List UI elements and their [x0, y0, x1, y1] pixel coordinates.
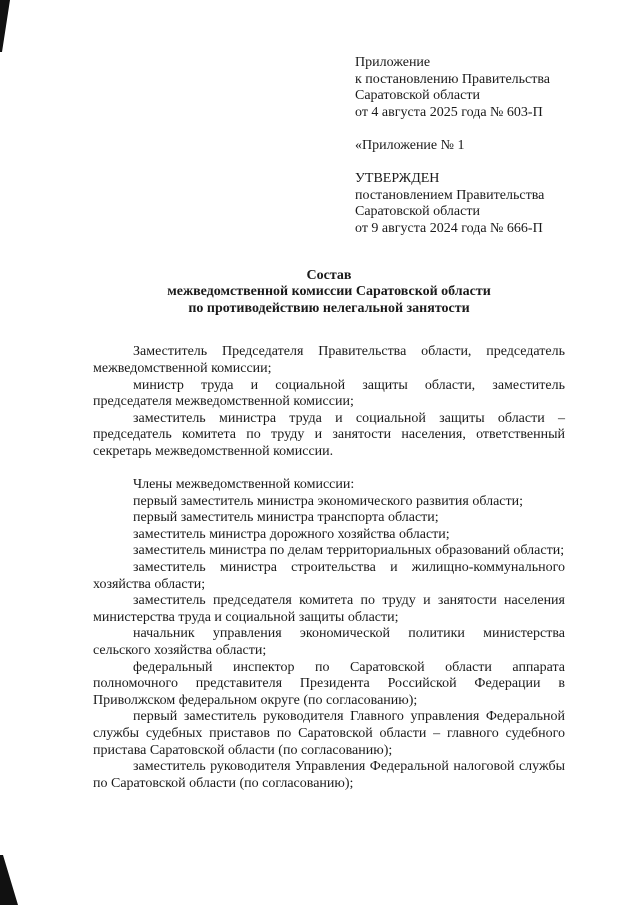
- approval-block: [355, 171, 620, 237]
- appendix-line: Саратовской области: [355, 88, 480, 104]
- member-item: заместитель министра по делам территориальных образований области;: [133, 543, 565, 559]
- document-title: [93, 268, 565, 318]
- approval-line: Саратовской области: [355, 204, 480, 220]
- member-item: начальник управления экономической политики министерства сельского хозяйства области;: [93, 626, 565, 658]
- appendix-reference-block: [355, 55, 620, 121]
- member-item: заместитель руководителя Управления Федеральной налоговой службы по Саратовской области (по согласованию);: [93, 759, 565, 791]
- leadership-paragraph: министр труда и социальной защиты области, заместитель председателя межведомственной комиссии;: [93, 377, 565, 410]
- member-item: первый заместитель министра экономического развития области;: [133, 493, 524, 509]
- appendix-line: к постановлению Правительства: [355, 71, 551, 87]
- member-item: федеральный инспектор по Саратовской области аппарата полномочного представителя Президента Российской Федерации в Приволжском федеральном округе (по согласованию);: [93, 659, 565, 708]
- title-line: межведомственной комиссии Саратовской области: [167, 284, 491, 300]
- appendix-number: «Приложение № 1: [355, 137, 465, 153]
- leadership-paragraph: заместитель министра труда и социальной защиты области – председатель комитета по труду и занятости населения, ответственный секретарь межведомственной комиссии.: [93, 410, 565, 459]
- approval-line: УТВЕРЖДЕН: [355, 171, 440, 187]
- appendix-number-block: [355, 138, 620, 155]
- appendix-line: от 4 августа 2025 года № 603-П: [355, 104, 543, 120]
- member-item: заместитель председателя комитета по труду и занятости населения министерства труда и социальной защиты области;: [93, 593, 565, 625]
- scan-artifact-top-left: [0, 0, 14, 52]
- member-item: первый заместитель руководителя Главного управления Федеральной службы судебных приставов по Саратовской области – главного судебного пристава Саратовской области (по согласованию);: [93, 709, 565, 758]
- title-line: по противодействию нелегальной занятости: [188, 300, 470, 316]
- members-list-heading: Члены межведомственной комиссии:: [133, 477, 355, 493]
- approval-line: от 9 августа 2024 года № 666-П: [355, 220, 543, 236]
- scan-artifact-bottom-left: [0, 855, 18, 905]
- document-body: [93, 344, 565, 792]
- member-item: заместитель министра дорожного хозяйства области;: [133, 526, 450, 542]
- leadership-paragraph: Заместитель Председателя Правительства области, председатель межведомственной комиссии;: [93, 344, 565, 376]
- title-line: Состав: [306, 267, 352, 283]
- approval-line: постановлением Правительства: [355, 187, 545, 203]
- member-item: заместитель министра строительства и жилищно-коммунального хозяйства области;: [93, 560, 565, 592]
- appendix-line: Приложение: [355, 55, 431, 70]
- document-header: [355, 55, 620, 238]
- member-item: первый заместитель министра транспорта области;: [133, 510, 439, 526]
